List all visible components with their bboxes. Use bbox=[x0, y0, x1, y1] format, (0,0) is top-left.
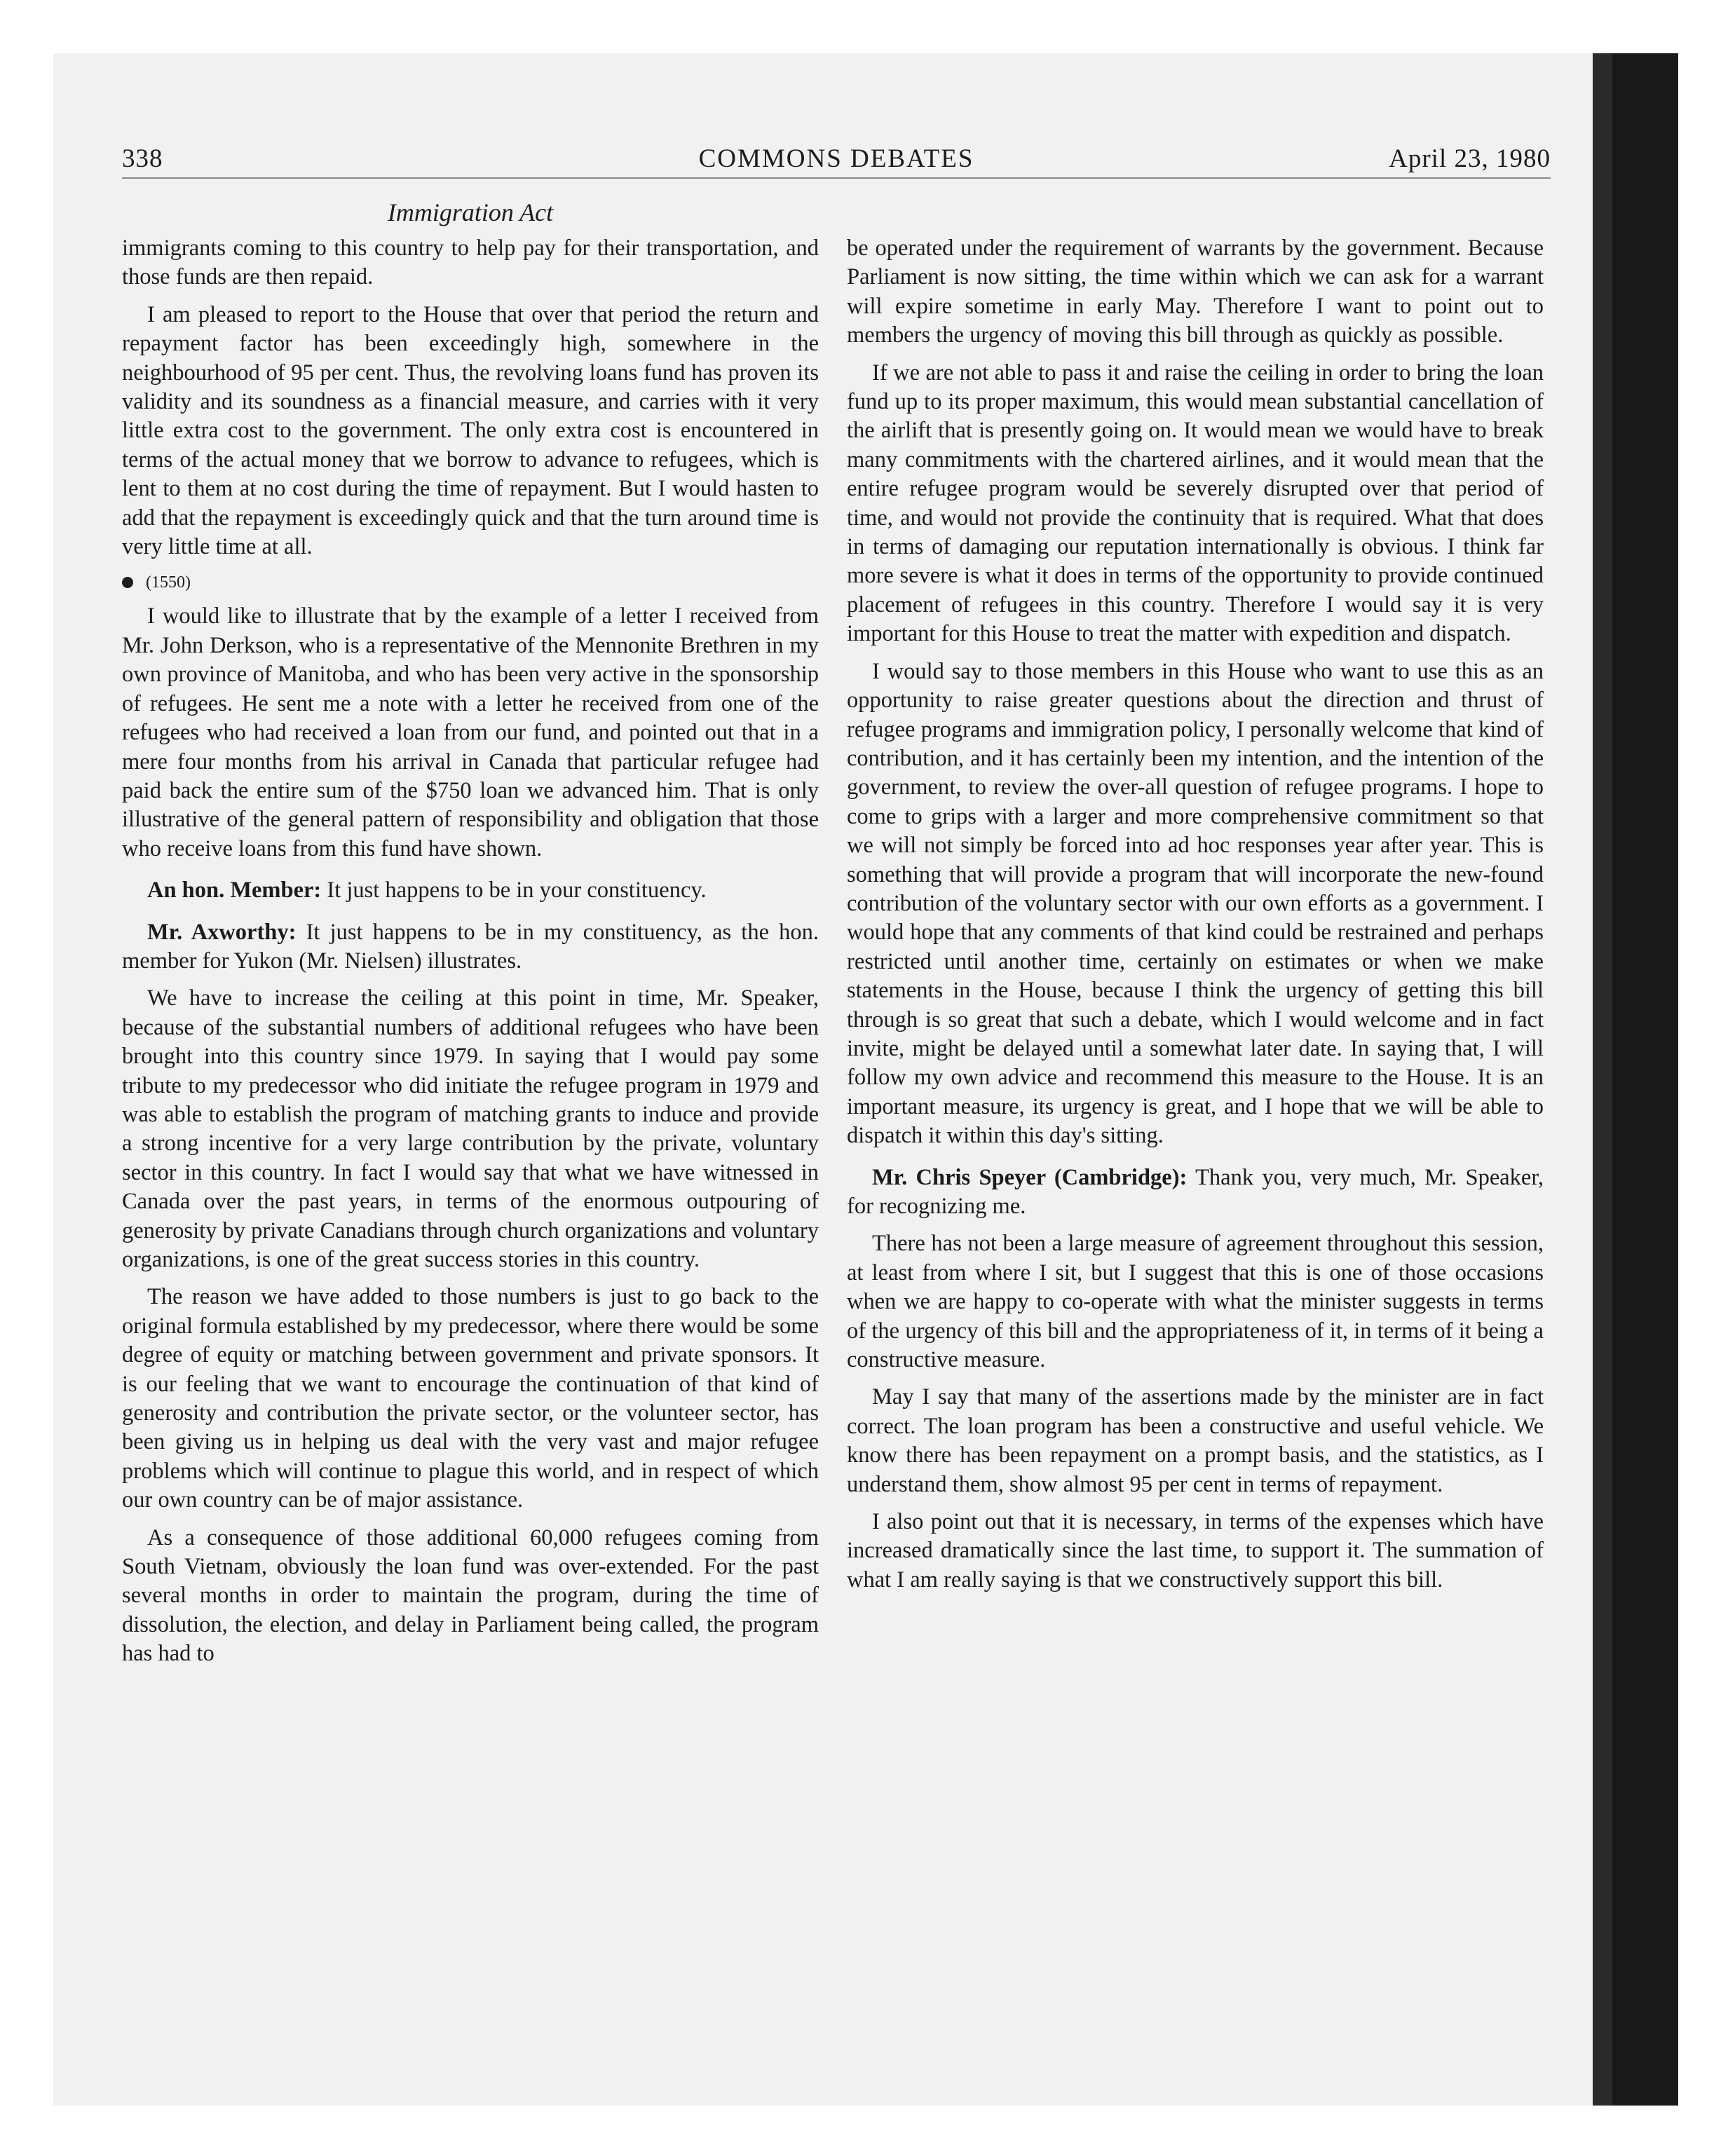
binding-edge-inner bbox=[1612, 53, 1678, 2106]
header-date: April 23, 1980 bbox=[1389, 144, 1551, 173]
paragraph: immigrants coming to this country to help pay for their transportation, and those funds are then repaid. bbox=[122, 236, 819, 290]
speaker-paragraph bbox=[122, 876, 819, 905]
paragraph: As a consequence of those additional 60,000 refugees coming from South Vietnam, obviously the loan fund was over-extended. For the past several months in order to maintain the program, during the time of dissolution, the election, and delay in Parliament being called, the program has had to bbox=[122, 1524, 819, 1667]
paragraph: We have to increase the ceiling at this point in time, Mr. Speaker, because of the substantial numbers of additional refugees who have been brought into this country since 1979. In saying that I would pay some tribute to my predecessor who did initiate the refugee program in 1979 and was able to establish the program of matching grants to induce and provide a strong incentive for a very large contribution by the private, voluntary sector in this country. In fact I would say that what we have witnessed in Canada over the past years, in terms of the enormous outpouring of generosity by private Canadians through church organizations and voluntary organizations, is one of the great success stories in this country. bbox=[122, 985, 819, 1272]
speaker-name: Mr. Chris Speyer (Cambridge): bbox=[872, 1164, 1188, 1190]
paragraph: be operated under the requirement of warrants by the government. Because Parliament is now sitting, the time within which we can ask for a warrant will expire sometime in early May. Therefore I want to point out to members the urgency of moving this bill through as quickly as possible. bbox=[847, 236, 1544, 348]
time-marker-text: (1550) bbox=[146, 573, 191, 592]
paragraph: If we are not able to pass it and raise the ceiling in order to bring the loan fund up to its proper maximum, this would mean substantial cancellation of the airlift that is presently going on. It would mean we would have to break many commitments with the chartered airlines, and it would mean that the entire refugee program would be severely disrupted over that period of time, and would not provide the continuity that is required. What that does in terms of damaging our reputation internationally is obvious. I think far more severe is what it does in terms of the opportunity to provide continued placement of refugees in this country. Therefore I would say it is very important for this House to treat the matter with expedition and dispatch. bbox=[847, 360, 1544, 647]
journal-title: COMMONS DEBATES bbox=[698, 144, 974, 173]
right-column bbox=[847, 234, 1544, 1603]
bullet-icon bbox=[122, 577, 133, 588]
page-number: 338 bbox=[122, 144, 163, 173]
speaker-name: An hon. Member: bbox=[147, 878, 322, 903]
paragraph: I am pleased to report to the House that over that period the return and repayment factor has been exceedingly high, somewhere in the neighbourhood of 95 per cent. Thus, the revolving loans fund has proven its validity and its soundness as a financial measure, and carries with it very little extra cost to the government. The only extra cost is encountered in terms of the actual money that we borrow to advance to refugees, which is lent to them at no cost during the time of repayment. But I would hasten to add that the repayment is exceedingly quick and that the turn around time is very little time at all. bbox=[122, 301, 819, 560]
paragraph: The reason we have added to those numbers is just to go back to the original formula established by my predecessor, where there would be some degree of equity or matching between government and private sponsors. It is our feeling that we want to encourage the continuation of that kind of generosity and contribution the private sector, or the volunteer sector, has been giving us in helping us deal with the very vast and major refugee problems which will continue to plague this world, and in respect of which our own country can be of major assistance. bbox=[122, 1284, 819, 1513]
paragraph: I also point out that it is necessary, in terms of the expenses which have increased dramatically since the last time, to support it. The summation of what I am really saying is that we constructively support this bill. bbox=[847, 1509, 1544, 1592]
time-marker bbox=[122, 570, 819, 595]
speech-text: Thank you, very much, Mr. Speaker, for recognizing me. bbox=[847, 1164, 1544, 1219]
header-rule bbox=[122, 177, 1551, 179]
paragraph: I would like to illustrate that by the example of a letter I received from Mr. John Derkson, who is a representative of the Mennonite Brethren in my own province of Manitoba, and who has been very active in the sponsorship of refugees. He sent me a note with a letter he received from one of the refugees who had received a loan from our fund, and pointed out that in a mere four months from his arrival in Canada that particular refugee had paid back the entire sum of the $750 loan we advanced him. That is only illustrative of the general pattern of responsibility and obligation that those who receive loans from this fund have shown. bbox=[122, 603, 819, 861]
left-column bbox=[122, 234, 819, 1677]
page-header bbox=[122, 144, 1551, 179]
paragraph: There has not been a large measure of agreement throughout this session, at least from where I sit, but I suggest that this is one of those occasions when we are happy to co-operate with what the minister suggests in terms of the urgency of this bill and the appropriateness of it, in terms of it being a constructive measure. bbox=[847, 1231, 1544, 1373]
speaker-paragraph bbox=[122, 918, 819, 976]
paragraph: May I say that many of the assertions made by the minister are in fact correct. The loan program has been a constructive and useful vehicle. We know there has been repayment on a prompt basis, and the statistics, as I understand them, show almost 95 per cent in terms of repayment. bbox=[847, 1384, 1544, 1497]
speaker-name: Mr. Axworthy: bbox=[147, 919, 297, 945]
paragraph: I would say to those members in this House who want to use this as an opportunity to raise greater questions about the direction and thrust of refugee programs and immigration policy, I personally welcome that kind of contribution, and it has certainly been my intention, and the intention of the government, to review the over-all question of refugee programs. I hope to come to grips with a larger and more comprehensive commitment so that we will not simply be forced into ad hoc responses year after year. This is something that will provide a program that will incorporate the new-found contribution of the voluntary sector with our own efforts as a government. I would hope that any comments of that kind could be restrained and perhaps restricted until another time, certainly on estimates or when we make statements in the House, because I think the urgency of getting this bill through is so great that such a debate, which I would welcome and in fact invite, might be delayed until a somewhat later date. In saying that, I will follow my own advice and recommend this measure to the House. It is an important measure, its urgency is great, and I hope that we will be able to dispatch it within this day's sitting. bbox=[847, 658, 1544, 1149]
speech-text: It just happens to be in my constituency, as the hon. member for Yukon (Mr. Nielsen) illustrates. bbox=[122, 919, 819, 974]
speaker-paragraph bbox=[847, 1164, 1544, 1222]
speech-text: It just happens to be in your constituency. bbox=[327, 878, 707, 903]
running-head: Immigration Act bbox=[387, 198, 554, 226]
